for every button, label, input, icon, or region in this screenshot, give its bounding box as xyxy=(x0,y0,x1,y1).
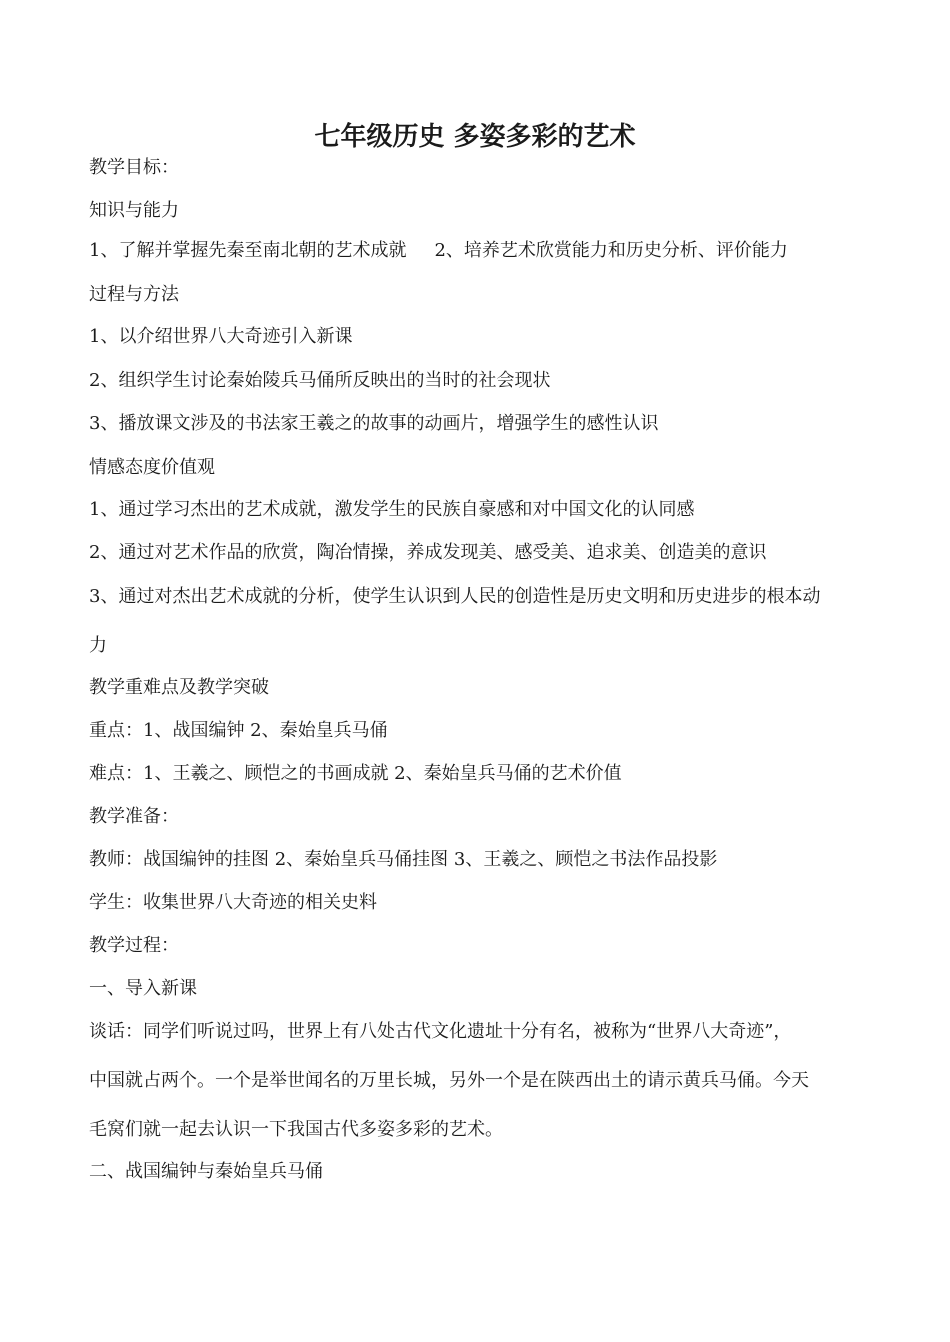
text-line xyxy=(89,456,879,480)
line-text: 教学准备： xyxy=(89,806,179,827)
line-text: 重点：1、战国编钟 2、秦始皇兵马俑 xyxy=(89,720,388,741)
text-line xyxy=(89,805,879,829)
text-line xyxy=(89,977,879,1001)
line-text: 过程与方法 xyxy=(89,284,179,305)
text-line xyxy=(89,676,879,700)
text-line xyxy=(89,199,879,223)
line-text: 3、通过对杰出艺术成就的分析，使学生认识到人民的创造性是历史文明和历史进步的根本动 xyxy=(89,586,821,607)
text-line xyxy=(89,325,879,349)
text-line xyxy=(89,1020,879,1044)
text-line xyxy=(89,1069,879,1093)
line-text: 教师：战国编钟的挂图 2、秦始皇兵马俑挂图 3、王羲之、顾恺之书法作品投影 xyxy=(89,849,718,870)
line-text: 3、播放课文涉及的书法家王羲之的故事的动画片，增强学生的感性认识 xyxy=(89,413,659,434)
line-text: 知识与能力 xyxy=(89,200,179,221)
text-line xyxy=(89,634,879,658)
line-text: 1、以介绍世界八大奇迹引入新课 xyxy=(89,326,353,347)
line-text: 2、组织学生讨论秦始陵兵马俑所反映出的当时的社会现状 xyxy=(89,370,551,391)
document-title: 七年级历史 多姿多彩的艺术 xyxy=(314,122,636,152)
text-line xyxy=(89,412,879,436)
text-line xyxy=(89,156,879,180)
line-text: 2、培养艺术欣赏能力和历史分析、评价能力 xyxy=(434,240,788,261)
line-text: 中国就占两个。一个是举世闻名的万里长城，另外一个是在陕西出土的请示黄兵马俑。今天 xyxy=(89,1070,809,1091)
text-line xyxy=(89,1160,879,1184)
line-text: 教学目标： xyxy=(89,157,179,178)
line-text: 一、导入新课 xyxy=(89,978,197,999)
line-text: 力 xyxy=(89,635,107,656)
text-line xyxy=(89,762,879,786)
line-text: 难点：1、王羲之、顾恺之的书画成就 2、秦始皇兵马俑的艺术价值 xyxy=(89,763,622,784)
text-line xyxy=(89,283,879,307)
line-text: 教学重难点及教学突破 xyxy=(89,677,269,698)
text-line xyxy=(89,498,879,522)
line-text: 谈话：同学们听说过吗，世界上有八处古代文化遗址十分有名，被称为“世界八大奇迹”， xyxy=(89,1021,792,1042)
line-text: 1、通过学习杰出的艺术成就，激发学生的民族自豪感和对中国文化的认同感 xyxy=(89,499,695,520)
text-line xyxy=(89,369,879,393)
text-line xyxy=(89,239,879,263)
text-line xyxy=(89,585,879,609)
text-line xyxy=(89,934,879,958)
text-line xyxy=(89,1118,879,1142)
line-text: 1、了解并掌握先秦至南北朝的艺术成就 xyxy=(89,240,407,261)
line-text: 二、战国编钟与秦始皇兵马俑 xyxy=(89,1161,323,1182)
text-line xyxy=(89,541,879,565)
line-text: 学生：收集世界八大奇迹的相关史料 xyxy=(89,892,377,913)
line-text: 2、通过对艺术作品的欣赏，陶冶情操，养成发现美、感受美、追求美、创造美的意识 xyxy=(89,542,767,563)
line-text: 教学过程： xyxy=(89,935,179,956)
text-line xyxy=(89,848,879,872)
text-line xyxy=(89,891,879,915)
line-text: 情感态度价值观 xyxy=(89,457,215,478)
line-text: 毛窝们就一起去认识一下我国古代多姿多彩的艺术。 xyxy=(89,1119,503,1140)
text-line xyxy=(89,719,879,743)
